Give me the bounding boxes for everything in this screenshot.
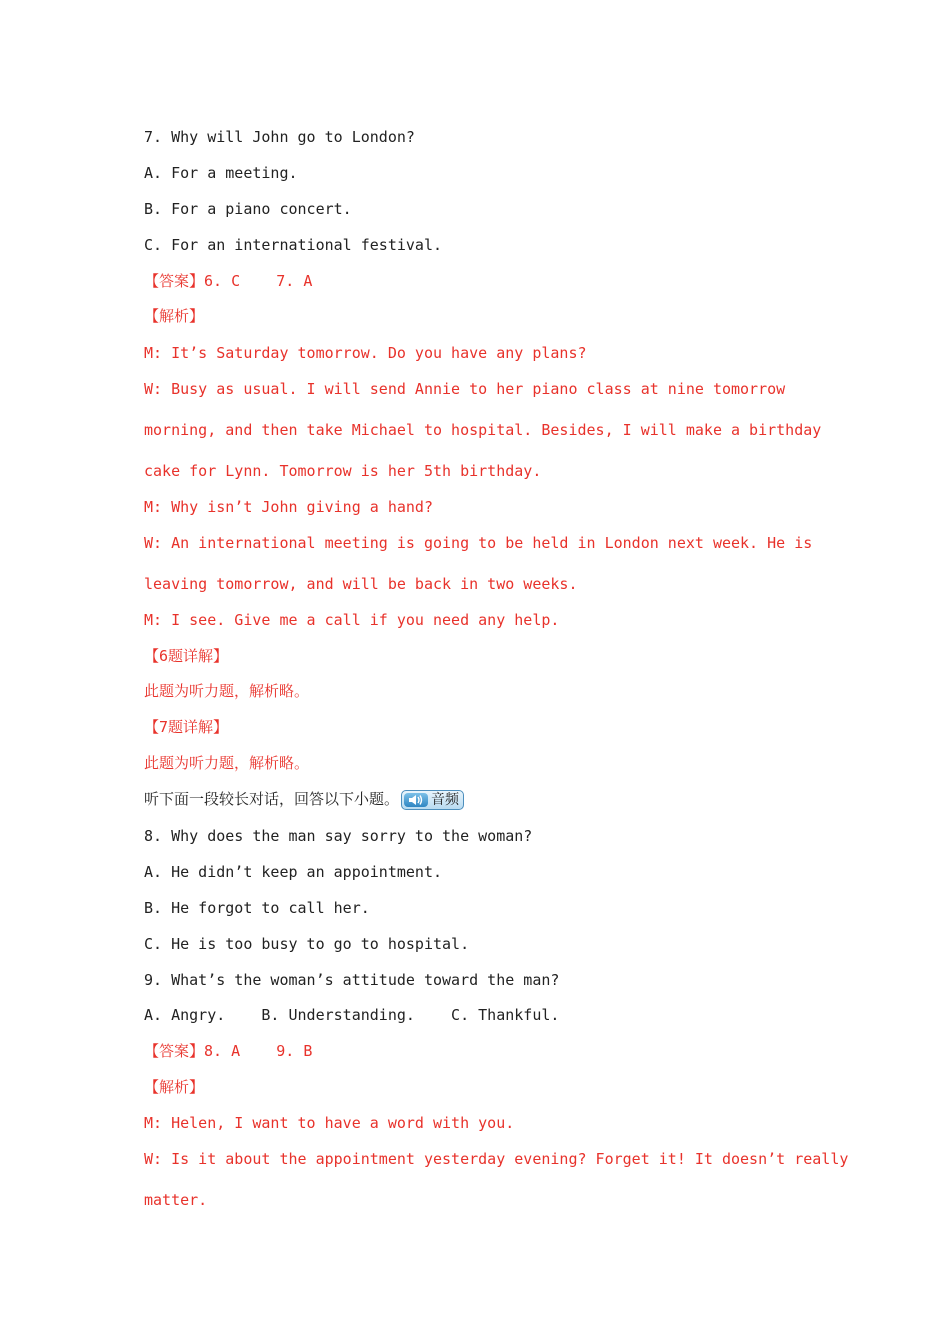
dialog-1-line: W: An international meeting is going to be held in London next week. He is xyxy=(144,534,813,552)
audio-label: 音频 xyxy=(431,792,460,808)
dialog-2-line: matter. xyxy=(144,1191,208,1209)
question-8-text: 8. Why does the man say sorry to the woman? xyxy=(144,827,533,845)
dialog-1-line: M: I see. Give me a call if you need any help. xyxy=(144,611,560,629)
dialog-1-line: M: It’s Saturday tomorrow. Do you have any plans? xyxy=(144,344,587,362)
question-8-option-b: B. He forgot to call her. xyxy=(144,899,370,917)
detail-7-text: 此题为听力题，解析略。 xyxy=(144,754,310,772)
listening-instruction xyxy=(144,789,464,810)
dialog-1-line: leaving tomorrow, and will be back in two weeks. xyxy=(144,575,578,593)
answer-6-7: 【答案】6. C 7. A xyxy=(144,272,313,290)
audio-button[interactable] xyxy=(401,790,464,810)
detail-6-text: 此题为听力题，解析略。 xyxy=(144,682,310,700)
question-9-options: A. Angry. B. Understanding. C. Thankful. xyxy=(144,1006,560,1024)
dialog-1-line: W: Busy as usual. I will send Annie to her piano class at nine tomorrow xyxy=(144,380,786,398)
question-7-option-b: B. For a piano concert. xyxy=(144,200,352,218)
dialog-1-line: cake for Lynn. Tomorrow is her 5th birthday. xyxy=(144,462,542,480)
dialog-2-line: M: Helen, I want to have a word with you. xyxy=(144,1114,515,1132)
question-7-option-a: A. For a meeting. xyxy=(144,164,298,182)
question-7-text: 7. Why will John go to London? xyxy=(144,128,415,146)
instruction-text: 听下面一段较长对话，回答以下小题。 xyxy=(144,790,400,808)
speaker-icon xyxy=(404,793,428,807)
question-8-option-a: A. He didn’t keep an appointment. xyxy=(144,863,443,881)
detail-6-label: 【6题详解】 xyxy=(144,647,229,665)
dialog-1-line: morning, and then take Michael to hospital. Besides, I will make a birthday xyxy=(144,421,822,439)
dialog-2-line: W: Is it about the appointment yesterday evening? Forget it! It doesn’t really xyxy=(144,1150,849,1168)
question-8-option-c: C. He is too busy to go to hospital. xyxy=(144,935,470,953)
detail-7-label: 【7题详解】 xyxy=(144,718,229,736)
answer-8-9: 【答案】8. A 9. B xyxy=(144,1042,313,1060)
analysis-label-2: 【解析】 xyxy=(144,1078,205,1096)
question-7-option-c: C. For an international festival. xyxy=(144,236,443,254)
analysis-label-1: 【解析】 xyxy=(144,307,205,325)
dialog-1-line: M: Why isn’t John giving a hand? xyxy=(144,498,433,516)
question-9-text: 9. What’s the woman’s attitude toward the man? xyxy=(144,971,560,989)
